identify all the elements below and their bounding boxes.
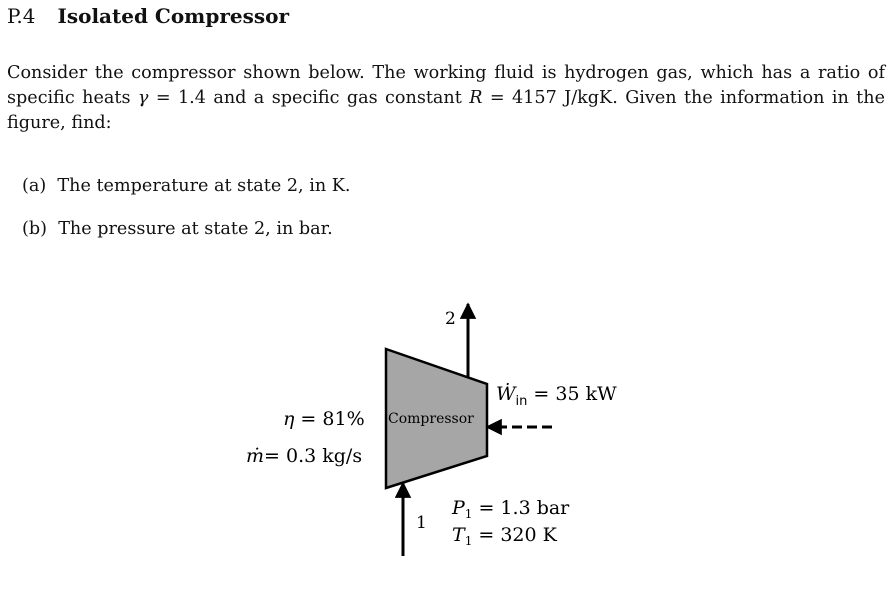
eta-symbol: η	[283, 408, 295, 430]
p-symbol: P	[452, 497, 465, 519]
t-value: = 320 K	[472, 524, 557, 546]
state-1-label: 1	[416, 513, 427, 533]
gamma-value: = 1.4 and a specific gas constant	[148, 88, 470, 108]
work-symbol: Ẇ	[496, 383, 516, 405]
statement-text-a: Consider the compressor shown below. The working fluid is hydrogen gas, which has a ratio of specific heats	[7, 63, 885, 108]
question-b-text: The pressure at state 2, in bar.	[58, 219, 333, 239]
gamma-symbol: γ	[137, 88, 149, 108]
work-value: = 35 kW	[527, 383, 617, 405]
inlet-temperature-label	[452, 524, 558, 548]
r-value: = 4157 J/kgK. Given the information in the figure, find:	[7, 88, 885, 133]
question-a-label: (a)	[22, 176, 47, 196]
state-2-label: 2	[445, 309, 456, 329]
p-value: = 1.3 bar	[472, 497, 570, 519]
efficiency-label	[283, 408, 365, 430]
eta-value: = 81%	[294, 408, 365, 430]
t-symbol: T	[452, 524, 465, 546]
r-symbol: R	[469, 88, 483, 108]
mdot-value: = 0.3 kg/s	[264, 445, 363, 467]
mdot-symbol: ṁ	[246, 445, 265, 467]
question-b-label: (b)	[22, 219, 47, 239]
p-subscript: 1	[464, 507, 473, 521]
mass-flow-label	[246, 445, 362, 467]
problem-title: Isolated Compressor	[57, 4, 289, 28]
work-input-label	[496, 382, 617, 409]
t-subscript: 1	[464, 534, 473, 548]
compressor-label: Compressor	[388, 411, 474, 427]
question-a-text: The temperature at state 2, in K.	[57, 176, 351, 196]
work-subscript: in	[515, 394, 528, 409]
problem-number: P.4	[7, 4, 36, 28]
inlet-pressure-label	[451, 497, 570, 521]
